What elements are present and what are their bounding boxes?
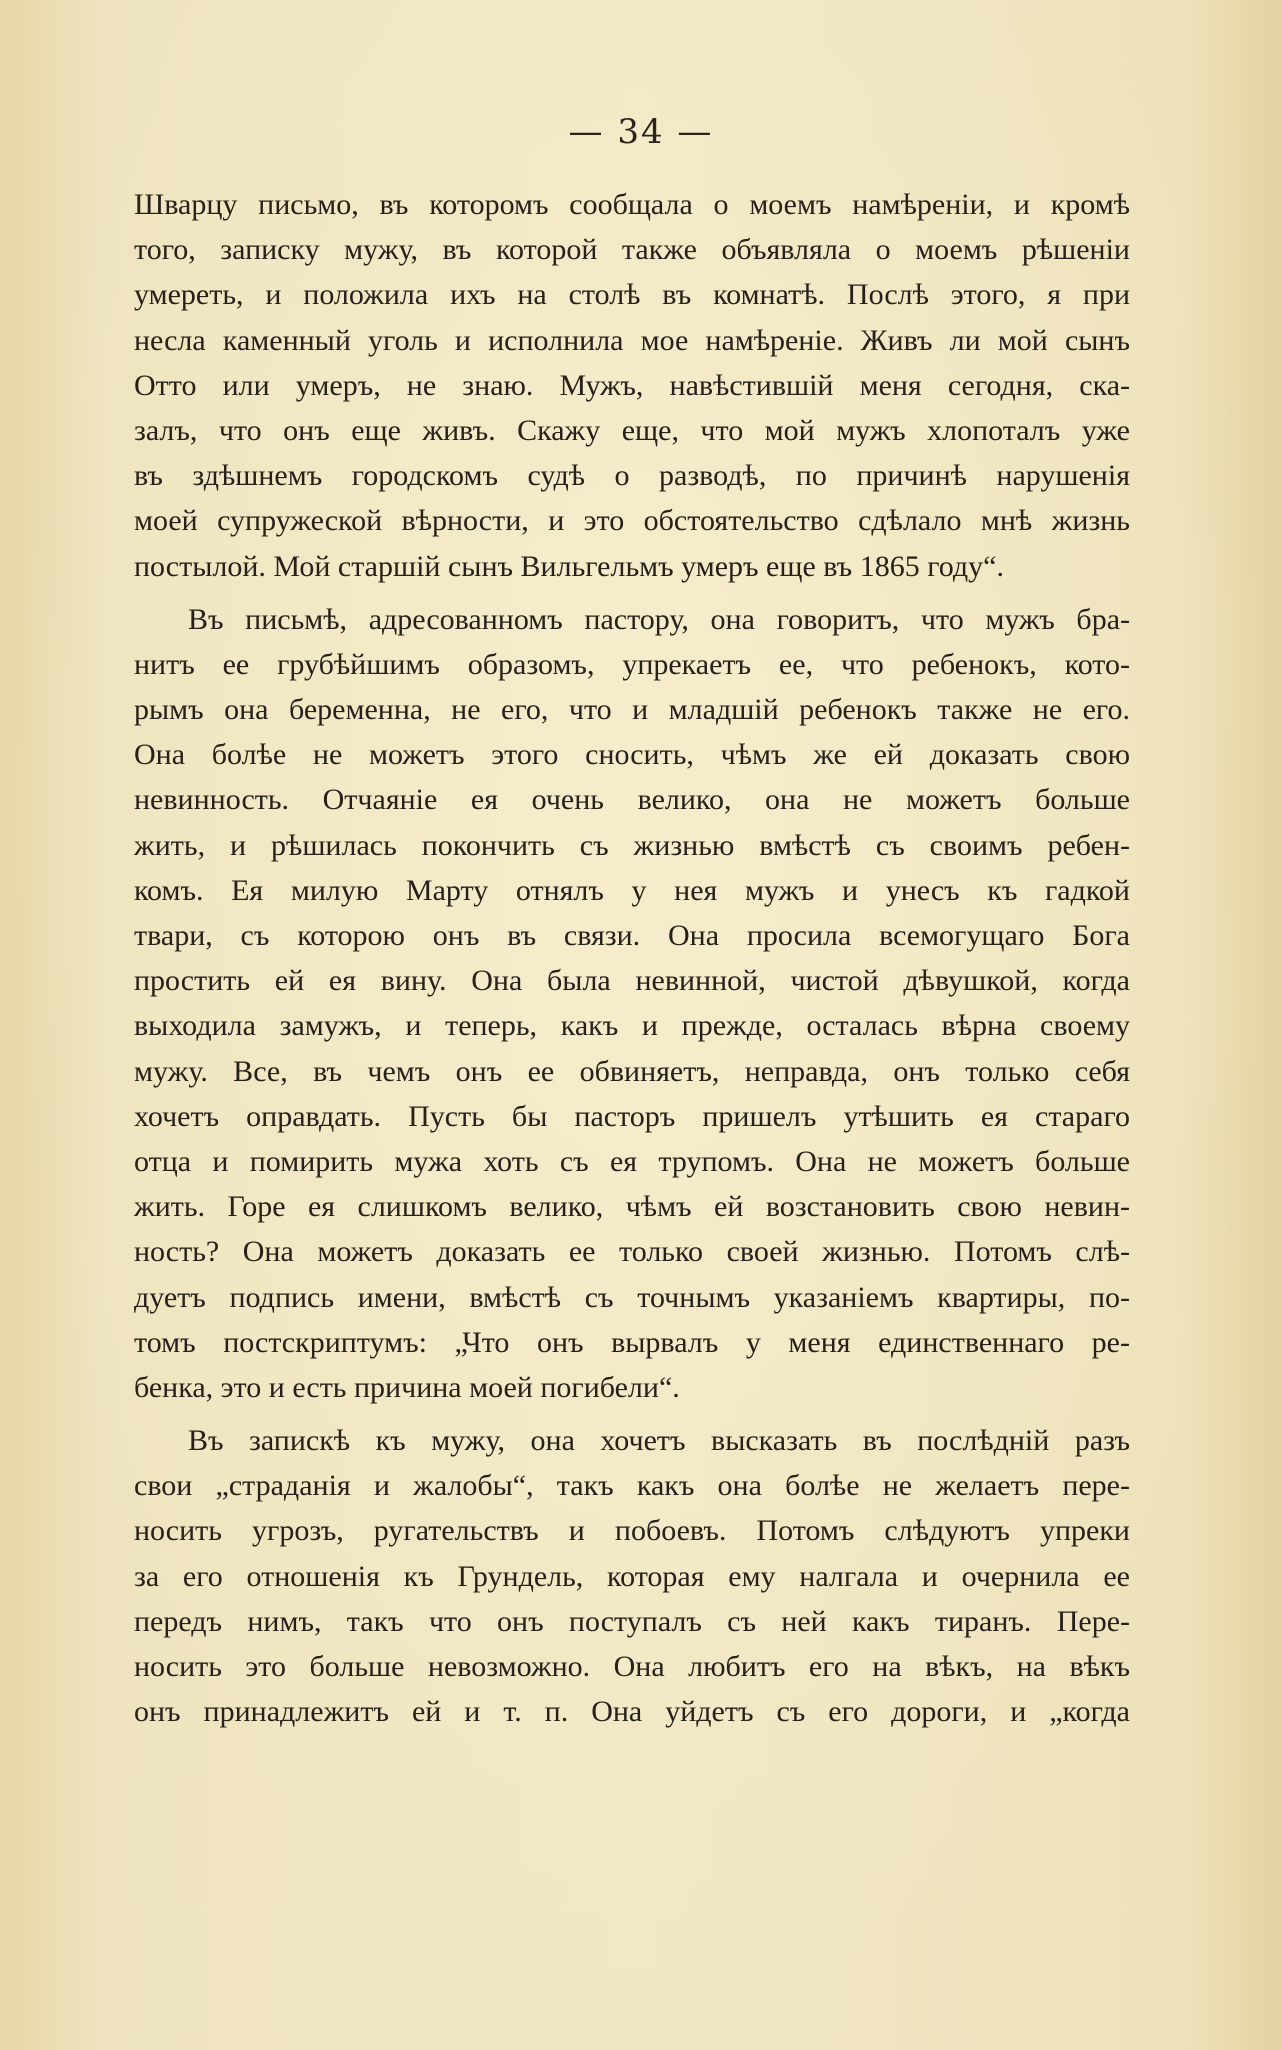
paragraph	[134, 182, 1130, 589]
text-line: Въ письмѣ, адресованномъ пастору, она говоритъ, что мужъ бра-	[188, 602, 1130, 636]
paragraph	[134, 1418, 1130, 1734]
text-line: бенка, это и есть причина моей погибели“.	[134, 1370, 680, 1404]
text-line: дуетъ подпись имени, вмѣстѣ съ точнымъ указанiемъ квартиры, по-	[134, 1280, 1130, 1314]
text-line: онъ принадлежитъ ей и т. п. Она уйдетъ съ его дороги, и „когда	[134, 1695, 1130, 1729]
text-line: жить. Горе ея слишкомъ велико, чѣмъ ей возстановить свою невин-	[134, 1190, 1130, 1224]
text-line: залъ, что онъ еще живъ. Скажу еще, что мой мужъ хлопоталъ уже	[134, 413, 1130, 447]
text-line: мужу. Все, въ чемъ онъ ее обвиняетъ, неправда, онъ только себя	[134, 1054, 1130, 1088]
body-text	[134, 182, 1130, 1734]
text-line: за его отношенiя къ Грундель, которая ему налгала и очернила ее	[134, 1559, 1130, 1593]
text-line: жить, и рѣшилась покончить съ жизнью вмѣстѣ съ своимъ ребен-	[134, 828, 1130, 862]
text-line: передъ нимъ, такъ что онъ поступалъ съ ней какъ тиранъ. Пере-	[134, 1604, 1130, 1638]
text-line: томъ постскриптумъ: „Что онъ вырвалъ у меня единственнаго ре-	[134, 1325, 1130, 1359]
text-line: выходила замужъ, и теперь, какъ и прежде, осталась вѣрна своему	[134, 1009, 1130, 1043]
text-line: ность? Она можетъ доказать ее только своей жизнью. Потомъ слѣ-	[134, 1235, 1130, 1269]
text-line: рымъ она беременна, не его, что и младшiй ребенокъ также не его.	[134, 693, 1130, 727]
text-line: Она болѣе не можетъ этого сносить, чѣмъ же ей доказать свою	[134, 738, 1130, 772]
page-number: — 34 —	[568, 112, 714, 152]
text-line: нитъ ее грубѣйшимъ образомъ, упрекаетъ ее, что ребенокъ, кото-	[134, 647, 1130, 681]
text-line: свои „страданiя и жалобы“, такъ какъ она болѣе не желаетъ пере-	[134, 1469, 1130, 1503]
text-line: комъ. Ея милую Марту отнялъ у нея мужъ и унесъ къ гадкой	[134, 873, 1130, 907]
text-line: моей супружеской вѣрности, и это обстоятельство сдѣлало мнѣ жизнь	[134, 504, 1130, 538]
text-line: невинность. Отчаянiе ея очень велико, она не можетъ больше	[134, 783, 1130, 817]
text-line: Отто или умеръ, не знаю. Мужъ, навѣстившiй меня сегодня, ска-	[134, 368, 1130, 402]
paragraph	[134, 597, 1130, 1410]
text-line: въ здѣшнемъ городскомъ судѣ о разводѣ, по причинѣ нарушенiя	[134, 459, 1130, 493]
text-line: умереть, и положила ихъ на столѣ въ комнатѣ. Послѣ этого, я при	[134, 278, 1130, 312]
text-line: носить угрозъ, ругательствъ и побоевъ. Потомъ слѣдуютъ упреки	[134, 1514, 1130, 1548]
text-line: постылой. Мой старшiй сынъ Вильгельмъ умеръ еще въ 1865 году“.	[134, 549, 1004, 583]
text-line: носить это больше невозможно. Она любитъ его на вѣкъ, на вѣкъ	[134, 1650, 1130, 1683]
text-line: отца и помирить мужа хоть съ ея трупомъ. Она не можетъ больше	[134, 1144, 1130, 1178]
paragraph-gap	[134, 589, 1130, 597]
text-line: Шварцу письмо, въ которомъ сообщала о моемъ намѣренiи, и кромѣ	[134, 188, 1130, 221]
text-line: несла каменный уголь и исполнила мое намѣренiе. Живъ ли мой сынъ	[134, 323, 1130, 357]
text-line: хочетъ оправдать. Пусть бы пасторъ пришелъ утѣшить ея стараго	[134, 1099, 1130, 1133]
paragraph-gap	[134, 1410, 1130, 1418]
text-line: Въ запискѣ къ мужу, она хочетъ высказать въ послѣднiй разъ	[188, 1424, 1130, 1458]
text-line: простить ей ея вину. Она была невинной, чистой дѣвушкой, когда	[134, 964, 1130, 998]
text-line: того, записку мужу, въ которой также объявляла о моемъ рѣшенiи	[134, 233, 1130, 267]
text-line: твари, съ которою онъ въ связи. Она просила всемогущаго Бога	[134, 919, 1130, 952]
